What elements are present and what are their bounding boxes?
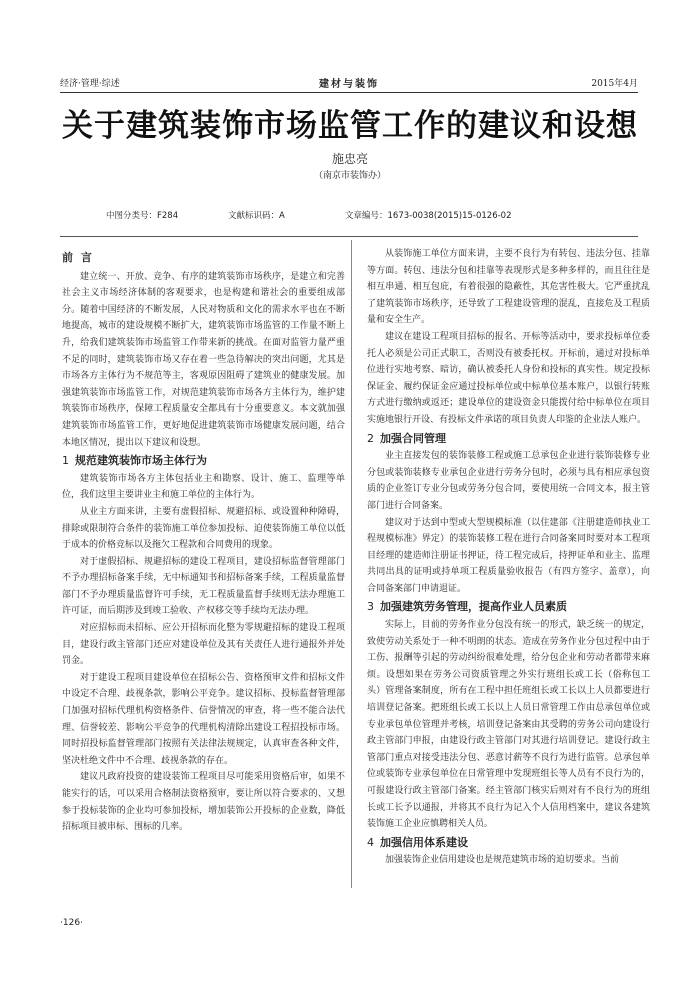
section-heading-4 [367,835,650,852]
paragraph: 业主直接发包的装饰装修工程或施工总承包企业进行装饰装修专业分包或装饰装修专业承包企业进行劳务分包时，必须与具有相应承包资质的企业签订专业分包或劳务分包合同，要使用统一合同文本，报主管部门进行合同备案。 [367,451,650,511]
header-journal-name: 建材与装饰 [319,79,379,90]
column-divider [351,240,352,888]
header-date: 2015年4月 [591,79,638,89]
paragraph: 从装饰施工单位方面来讲，主要不良行为有转包、违法分包、挂靠等方面。转包、违法分包和挂靠等表现形式是多种多样的，而且往往是相互串通、相互包庇，有着很强的隐蔽性，其危害性极大。它严重扰乱了建筑装饰市场秩序，还导致了工程建设管理的混乱，直接危及工程质量和安全生产。 [367,249,650,326]
article-affiliation: （南京市装饰办） [313,171,386,181]
paragraph: 建筑装饰市场各方主体包括业主和勘察、设计、施工、监理等单位，我们这里主要讲业主和施工单位的主体行为。 [62,473,345,501]
section-heading-3 [367,599,650,616]
section-heading-2 [367,431,650,448]
paragraph: 对于虚假招标、规避招标的建设工程项目，建设招标监督管理部门不予办理招标备案手续，无中标通知书和招标备案手续，工程质量监督部门不予办理质量监督许可手续，无工程质量监督手续则无法办理施工许可证，而后期涉及到竣工验收、产权移交等手续均无法办理。 [62,556,345,617]
section-number: 3 [367,600,374,614]
section-number: 4 [367,835,374,849]
section-title: 加强建筑劳务管理，提高作业人员素质 [380,600,567,614]
left-column [62,246,345,836]
article-number: 文章编号：1673-0038(2015)15-0126-02 [345,211,512,221]
paragraph: 对应招标而未招标、应公开招标而化整为零规避招标的建设工程项目，建设行政主管部门还应对建设单位及其有关责任人进行通报外并处罚金。 [62,623,345,667]
section-title: 规范建筑装饰市场主体行为 [75,454,207,468]
paragraph: 加强装饰企业信用建设也是规范建筑市场的迫切要求。当前 [385,855,620,866]
paragraph: 建议凡政府投资的建设装饰工程项目尽可能采用资格后审，如果不能实行的话，可以采用合格制法资格预审，要让所以符合要求的、又想参于投标装饰的企业均可参加投标，增加装饰公开投标的企业数，降低招标项目被串标、围标的几率。 [62,772,345,833]
paragraph: 实际上，目前的劳务作业分包没有统一的形式，缺乏统一的规定，致使劳动关系处于一种不明朗的状态。造成在劳务作业分包过程中由于工伤、报酬等引起的劳动纠纷很难处理，给分包企业和劳动者都带来麻烦。设想如果在劳务公司资质管理之外实行班组长或工长（俗称包工头）管理备案制度，所有在工程中担任班组长或工长以上人员都要进行培训登记备案。把班组长或工长以上人员日常管理工作由总承包单位或专业承包单位管理并考核，培训登记备案由其受聘的劳务公司向建设行政主管部门申报，由建设行政主管部门对其进行培训登记。建设行政主管部门重点对接受违法分包、恶意讨薪等不良行为进行监管。总承包单位或装饰专业承包单位在日常管理中发现班组长等人员有不良行为的，可报建设行政主管部门备案。经主管部门核实后则对有不良行为的班组长或工长予以通报，并将其不良行为记入个人信用档案中，建议各建筑装饰施工企业应慎聘相关人员。 [367,620,650,830]
article-title: 关于建筑装饰市场监管工作的建议和设想 [62,108,638,144]
section-heading-1 [62,453,345,470]
right-column [367,246,650,869]
section-title: 加强合同管理 [380,431,446,445]
section-number: 1 [62,454,69,468]
paragraph: 对于建设工程项目建设单位在招标公告、资格预审文件和招标文件中设定不合理、歧视条款，影响公平竞争。建议招标、投标监督管理部门加强对招标代理机构资格条件、信誉情况的审查，将一些不能合法代理、信誉较差、影响公平竞争的代理机构清除出建设工程招投标市场。同时招投标监督管理部门按照有关法律法规规定，认真审查各种文件，坚决杜绝文件中不合理、歧视条款的存在。 [62,672,345,766]
paragraph: 从业主方面来讲，主要有虚假招标、规避招标、或设置种种障碍，排除或限制符合条件的装饰施工单位参加投标、迫使装饰施工单位以低于成本的价格竞标以及拖欠工程款和合同费用的现象。 [62,506,345,551]
section-number: 2 [367,431,374,445]
clc-number: 中图分类号：F284 [106,211,179,221]
meta-rule [60,236,638,237]
section-title: 加强信用体系建设 [380,835,468,849]
document-code: 文献标识码：A [228,211,285,221]
header-rule [60,92,638,93]
header-section: 经济·管理·综述 [60,79,120,89]
page-number: ·126· [60,918,83,928]
intro-heading: 前 言 [62,251,94,264]
running-header [60,76,638,90]
article-author: 施忠亮 [331,152,368,166]
paragraph: 建立统一、开放、竞争、有序的建筑装饰市场秩序，是建立和完善社会主义市场经济体制的客观要求，也是构建和谐社会的重要组成部分。随着中国经济的不断发展，人民对物质和文化的需求水平也在不断地提高，城市的建设规模不断扩大，建筑装饰市场监管的工作量不断上升，给我们建筑装饰市场监管工作带来新的挑战。在面对监管力量严重不足的同时，建筑装饰市场又存在着一些急待解决的突出问题，尤其是市场各方主体行为不规范等主，客观原因阻碍了建筑业的健康发展。加强建筑装饰市场监管工作，对规范建筑装饰市场各方主体行为，维护建筑装饰市场秩序，保障工程质量安全都具有十分重要意义。本文就加强建筑装饰市场监管工作，更好地促进建筑装饰市场健康发展问题，结合本地区情况，提出以下建议和设想。 [62,271,345,448]
paragraph: 建议对于达到中型或大型规模标准（以住建部《注册建造师执业工程规模标准》界定）的装饰装修工程在进行合同备案同时要对本工程项目经理的建造师注册证书押证，待工程完成后，持押证单和业主、监理共同出具的证明或持单项工程质量验收报告（有四方签字、盖章），向合同备案部门申请退证。 [367,517,650,594]
paragraph: 建议在建设工程项目招标的报名、开标等活动中，要求投标单位委托人必须是公司正式职工，否则没有被委托权。开标前，通过对投标单位进行实地考察、暗访，确认被委托人身份和投标的真实性。规定投标保证金、履约保证金应通过投标单位或中标单位基本账户，以银行转账方式进行缴纳或返还；建设单位的建设资金只能拨付给中标单位在项目实施地银行开设、有投标文件承诺的项目负责人印鉴的企业法人账户。 [367,331,650,425]
